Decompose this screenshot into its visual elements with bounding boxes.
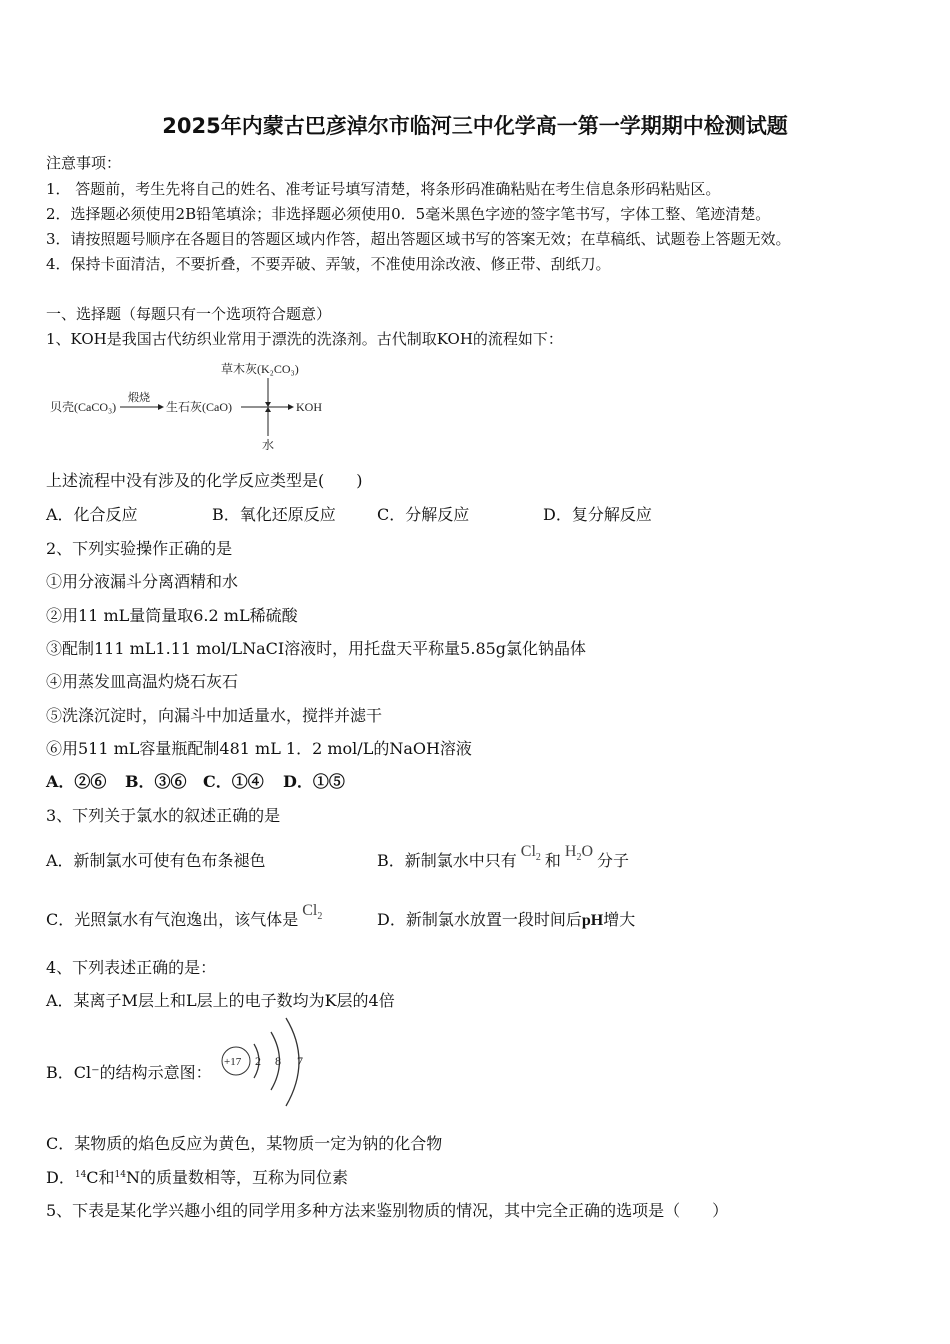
q4-option-d: D．$^{14}$C和$^{14}$N的质量数相等，互称为同位素	[46, 1168, 349, 1187]
notice-item-4: 4．保持卡面清洁，不要折叠，不要弄破、弄皱，不准使用涂改液、修正带、刮纸刀。	[46, 255, 611, 273]
q2-option-d: D．①⑤	[283, 772, 345, 791]
q4-stem: 4、下列表述正确的是：	[46, 958, 217, 977]
q4-option-c: C．某物质的焰色反应为黄色，某物质一定为钠的化合物	[46, 1134, 443, 1153]
diagram-product: KOH	[296, 400, 322, 414]
q3-option-b	[377, 843, 630, 873]
q2-option-a: A．②⑥	[46, 772, 107, 791]
chloride-ion-structure-diagram	[216, 1014, 316, 1110]
q1-option-a: A．化合反应	[46, 505, 138, 524]
q1-stem: 1、KOH是我国古代纺织业常用于漂洗的洗涤剂。古代制取KOH的流程如下：	[46, 330, 563, 348]
nucleus-charge: +17	[224, 1056, 242, 1068]
q3-option-d: D．新制氯水放置一段时间后pH增大	[377, 910, 636, 929]
page-title: 2025年内蒙古巴彦淖尔市临河三中化学高一第一学期期中检测试题	[162, 114, 788, 138]
q3-option-a: A．新制氯水可使有色布条褪色	[46, 851, 266, 870]
q1-flow-diagram	[46, 356, 346, 456]
q2-item-1: ①用分液漏斗分离酒精和水	[46, 572, 239, 591]
q2-item-5: ⑤洗涤沉淀时，向漏斗中加适量水，搅拌并滤干	[46, 706, 383, 725]
q1-option-c: C．分解反应	[377, 505, 470, 524]
arrow-calcine-head	[158, 404, 164, 410]
notice-item-1: 1． 答题前，考生先将自己的姓名、准考证号填写清楚，将条形码准确粘贴在考生信息条形码粘贴区。	[46, 180, 721, 198]
q3-option-b-end: 分子	[597, 851, 630, 870]
q2-item-3: ③配制111 mL1.11 mol/LNaCI溶液时，用托盘天平称量5.85g氯化钠晶体	[46, 639, 587, 658]
q5-stem: 5、下表是某化学兴趣小组的同学用多种方法来鉴别物质的情况，其中完全正确的选项是（ ）	[46, 1201, 729, 1220]
diagram-water: 水	[262, 438, 275, 452]
formula-h2o: $H_2O$	[564, 843, 594, 864]
shell-1-count: 2	[255, 1054, 261, 1068]
diagram-shell: 贝壳(CaCO₃)	[50, 400, 117, 414]
q4-option-b: B．Cl⁻的结构示意图：	[46, 1063, 212, 1082]
q2-stem: 2、下列实验操作正确的是	[46, 539, 233, 558]
diagram-calcine: 煅烧	[128, 392, 150, 404]
q4-option-a: A．某离子M层上和L层上的电子数均为K层的4倍	[46, 991, 395, 1010]
section-heading: 一、选择题（每题只有一个选项符合题意）	[46, 305, 332, 323]
formula-cl2: $Cl_2$	[520, 843, 541, 864]
shell-2-count: 8	[275, 1054, 281, 1068]
q1-option-b: B．氧化还原反应	[212, 505, 336, 524]
q3-option-c-text: C．光照氯水有气泡逸出，该气体是	[46, 910, 299, 929]
q1-option-d: D．复分解反应	[543, 505, 652, 524]
arrow-main-head	[288, 404, 294, 410]
q2-item-6: ⑥用511 mL容量瓶配制481 mL 1．2 mol/L的NaOH溶液	[46, 739, 472, 758]
formula-cl2-gas: $Cl_2$	[302, 902, 323, 923]
diagram-ash: 草木灰(K₂CO₃)	[221, 362, 299, 376]
q2-option-c: C．①④	[203, 772, 264, 791]
notice-item-3: 3．请按照题号顺序在各题目的答题区域内作答，超出答题区域书写的答案无效；在草稿纸、试题卷上答题无效。	[46, 230, 791, 248]
q3-option-c	[46, 902, 323, 932]
q3-stem: 3、下列关于氯水的叙述正确的是	[46, 806, 281, 825]
q2-item-2: ②用11 mL量筒量取6.2 mL稀硫酸	[46, 606, 298, 625]
notice-heading: 注意事项：	[46, 154, 122, 172]
shell-3-count: 7	[297, 1054, 303, 1068]
q3-option-b-and: 和	[544, 851, 561, 870]
q1-question: 上述流程中没有涉及的化学反应类型是( )	[46, 471, 363, 490]
diagram-quicklime: 生石灰(CaO)	[166, 400, 232, 414]
arrow-ash-head	[265, 402, 271, 407]
arrow-water-head	[265, 407, 271, 412]
notice-item-2: 2．选择题必须使用2B铅笔填涂；非选择题必须使用0．5毫米黑色字迹的签字笔书写，字体工整、笔迹清楚。	[46, 205, 771, 223]
q3-option-b-text: B．新制氯水中只有	[377, 851, 517, 870]
q2-option-b: B．③⑥	[125, 772, 187, 791]
q2-item-4: ④用蒸发皿高温灼烧石灰石	[46, 672, 239, 691]
